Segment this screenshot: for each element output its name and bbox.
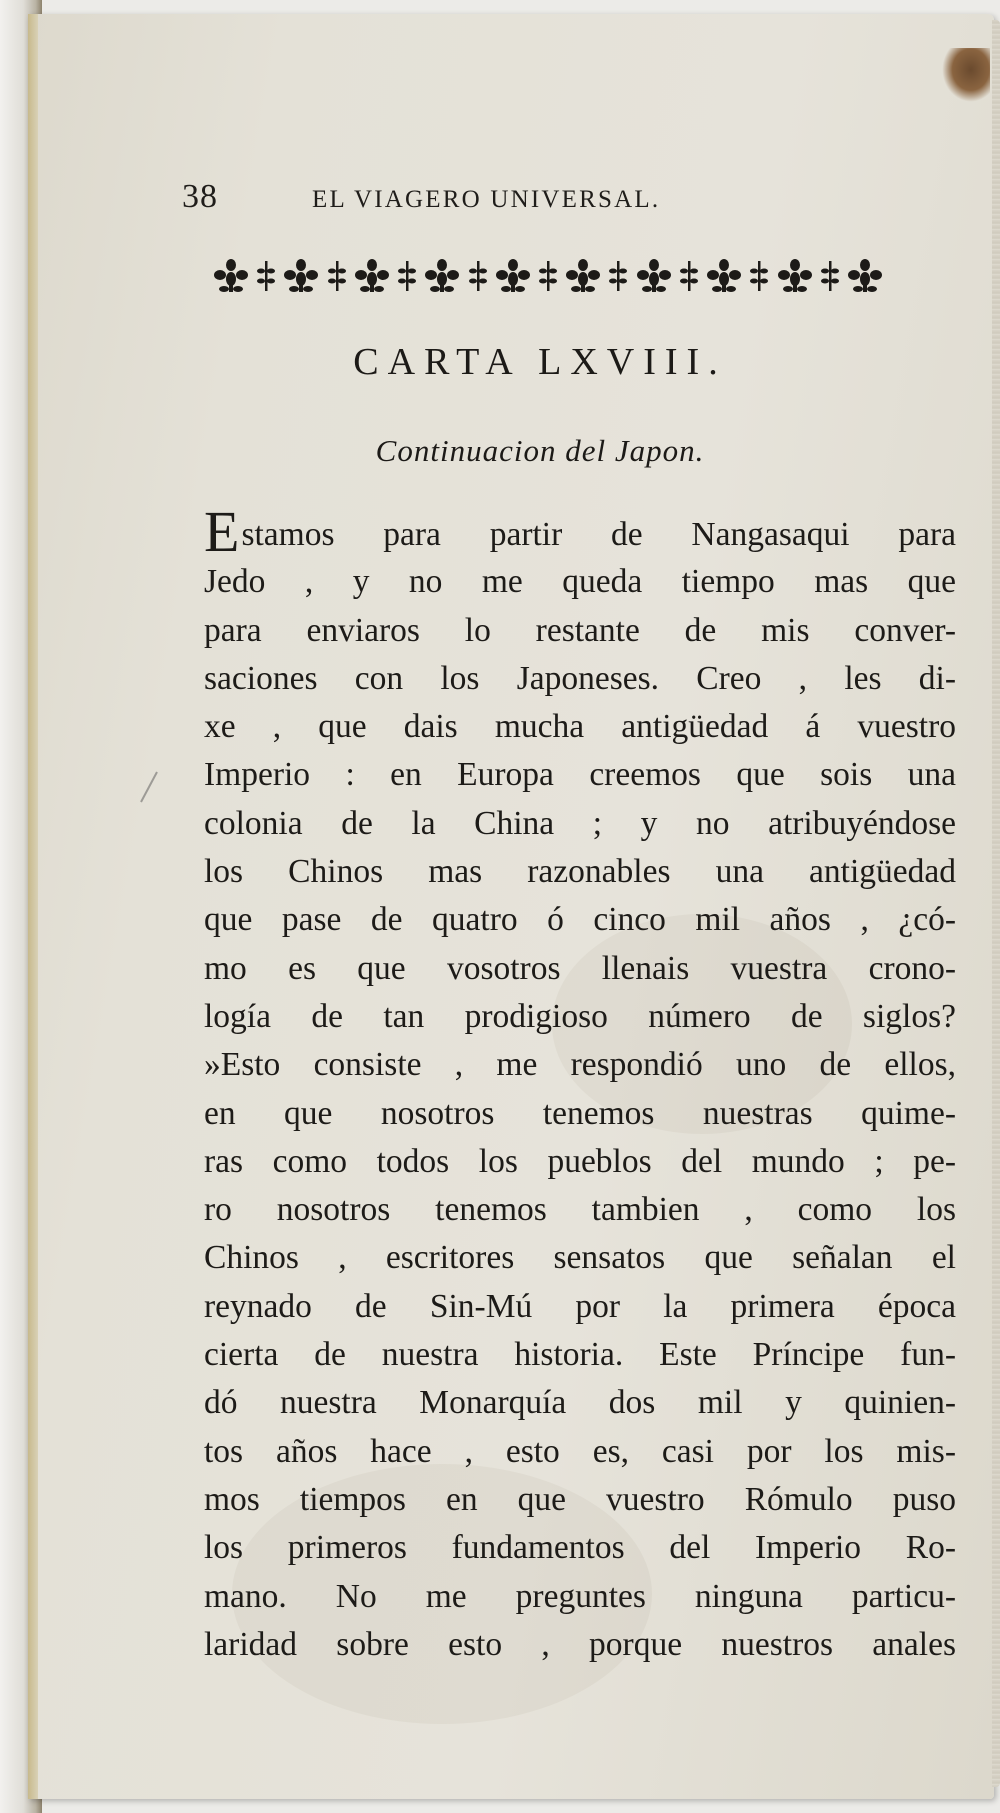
fleuron-icon [705, 257, 743, 295]
text-line: ras como todos los pueblos del mundo ; pe- [204, 1142, 956, 1180]
text-line: logía de tan prodigioso número de siglos? [204, 997, 956, 1035]
fleuron-icon [776, 257, 814, 295]
text-line: los primeros fundamentos del Imperio Ro- [204, 1529, 956, 1567]
text-line: los Chinos mas razonables una antigüedad [204, 853, 956, 891]
page-number: 38 [182, 178, 218, 215]
sprig-icon [537, 257, 559, 295]
sprig-icon [678, 257, 700, 295]
text-line-content: stamos para partir de Nangasaqui para [241, 516, 956, 553]
text-line: tos años hace , esto es, casi por los mis- [204, 1432, 956, 1470]
text-line: reynado de Sin-Mú por la primera época [204, 1287, 956, 1325]
sprig-icon [819, 257, 841, 295]
text-line: cierta de nuestra historia. Este Príncipe fun- [204, 1336, 956, 1374]
text-line: colonia de la China ; y no atribuyéndose [204, 804, 956, 842]
text-line: mo es que vosotros llenais vuestra crono- [204, 949, 956, 987]
fleuron-icon [564, 257, 602, 295]
fleuron-icon [635, 257, 673, 295]
fleuron-icon [423, 257, 461, 295]
letter-heading: CARTA LXVIII. [353, 341, 727, 383]
body-text [204, 510, 956, 1669]
text-line: »Esto consiste , me respondió uno de ellos, [204, 1046, 956, 1084]
fleuron-icon [846, 257, 884, 295]
sprig-icon [467, 257, 489, 295]
text-line: que pase de quatro ó cinco mil años , ¿có- [204, 901, 956, 939]
text-line: Imperio : en Europa creemos que sois una [204, 756, 956, 794]
sprig-icon [396, 257, 418, 295]
sprig-icon [748, 257, 770, 295]
fleuron-icon [494, 257, 532, 295]
text-line: ro nosotros tenemos tambien , como los [204, 1191, 956, 1229]
text-line: mos tiempos en que vuestro Rómulo puso [204, 1480, 956, 1518]
running-head [182, 178, 762, 228]
sprig-icon [255, 257, 277, 295]
text-line: Jedo , y no me queda tiempo mas que [204, 563, 956, 601]
torn-corner [942, 48, 990, 102]
letter-subheading: Continuacion del Japon. [375, 433, 705, 468]
text-line: Chinos , escritores sensatos que señalan el [204, 1239, 956, 1277]
text-line: mano. No me preguntes ninguna particu- [204, 1577, 956, 1615]
text-line: para enviaros lo restante de mis conver- [204, 611, 956, 649]
text-line: laridad sobre esto , porque nuestros anales [204, 1625, 956, 1663]
text-line: en que nosotros tenemos nuestras quime- [204, 1094, 956, 1132]
drop-cap: E [204, 510, 242, 559]
text-line [204, 510, 956, 558]
fleuron-icon [353, 257, 391, 295]
fleuron-icon [212, 257, 250, 295]
text-line: xe , que dais mucha antigüedad á vuestro [204, 708, 956, 746]
text-line: dó nuestra Monarquía dos mil y quinien- [204, 1384, 956, 1422]
fleuron-row-icon [212, 246, 884, 306]
fleuron-icon [282, 257, 320, 295]
sprig-icon [607, 257, 629, 295]
text-line: saciones con los Japoneses. Creo , les di- [204, 659, 956, 697]
running-title: EL VIAGERO UNIVERSAL. [312, 186, 661, 213]
sprig-icon [326, 257, 348, 295]
